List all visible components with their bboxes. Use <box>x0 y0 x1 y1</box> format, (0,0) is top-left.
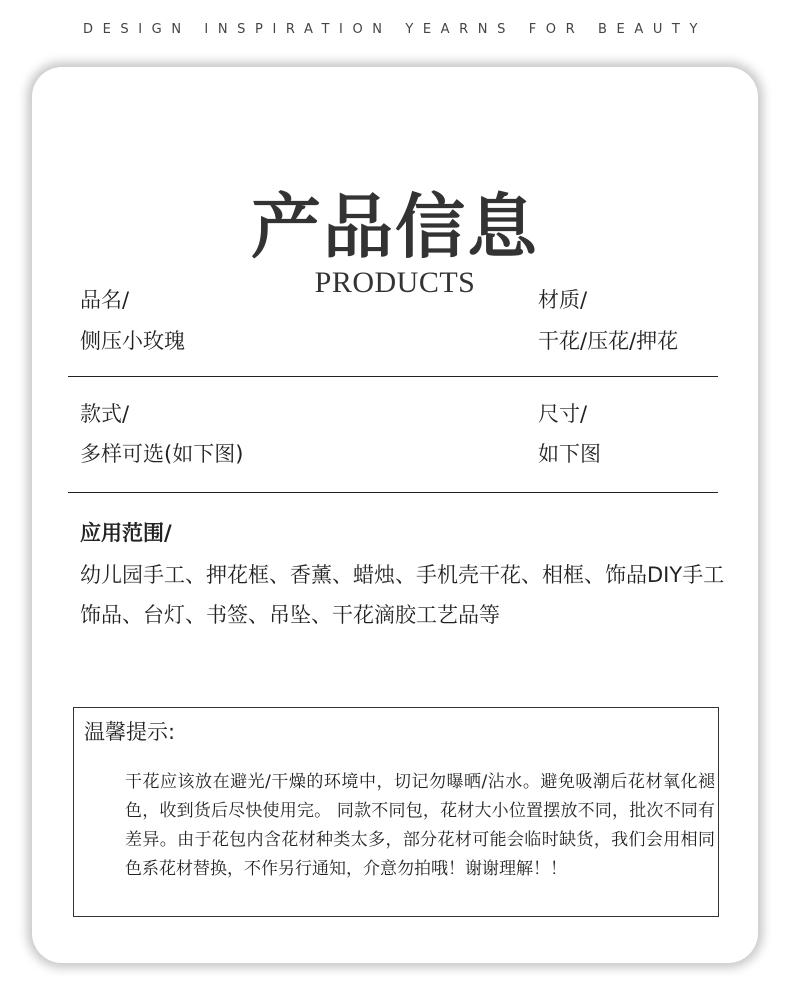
page-title: 产品信息 <box>251 185 539 268</box>
size-label: 尺寸/ <box>538 402 588 426</box>
material-value: 干花/压花/押花 <box>538 329 679 353</box>
style-value: 多样可选(如下图) <box>80 442 244 466</box>
style-label: 款式/ <box>80 402 130 426</box>
name-label: 品名/ <box>80 288 130 312</box>
name-value: 侧压小玫瑰 <box>80 329 185 353</box>
divider-1 <box>68 376 718 377</box>
tips-text: 干花应该放在避光/干燥的环境中，切记勿曝晒/沾水。避免吸潮后花材氧化褪色，收到货后尽快使用完。 同款不同包，花材大小位置摆放不同，批次不同有差异。由于花包内含花材种类太多，部分花材可能会临时缺货，我们会用相同色系花材替换，不作另行通知，介意勿拍哦！谢谢理解！！ <box>125 772 715 879</box>
usage-text: 幼儿园手工、押花框、香薰、蜡烛、手机壳干花、相框、饰品DIY手工饰品、台灯、书签、吊坠、干花滴胶工艺品等 <box>80 563 725 627</box>
product-info-card <box>32 67 758 963</box>
header-tagline: DESIGN INSPIRATION YEARNS FOR BEAUTY <box>82 22 708 37</box>
page-subtitle: PRODUCTS <box>314 266 476 299</box>
divider-2 <box>68 492 718 493</box>
tips-title: 温馨提示: <box>84 720 176 744</box>
tips-box <box>73 707 719 917</box>
material-label: 材质/ <box>538 288 588 312</box>
usage-title: 应用范围/ <box>80 521 172 545</box>
size-value: 如下图 <box>538 442 601 466</box>
